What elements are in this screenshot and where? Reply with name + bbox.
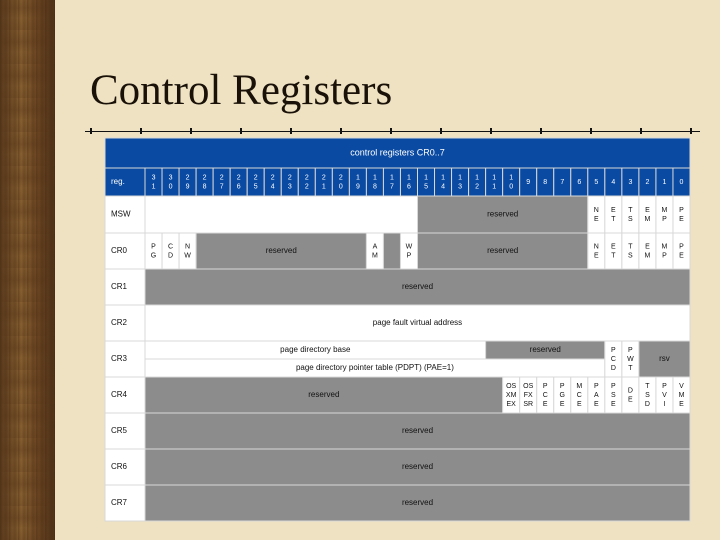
cr4-flag-cell-label: C xyxy=(576,391,582,399)
register-name-label: CR5 xyxy=(111,426,128,436)
cr0-flag-cell xyxy=(588,233,605,269)
cr4-flag-cell-label: E xyxy=(559,400,565,408)
cr4-flag-cell-label: A xyxy=(593,391,599,399)
bit-number-label: 1 xyxy=(475,174,480,182)
cr3-pcd-label: D xyxy=(610,364,616,372)
register-name-label: CR6 xyxy=(111,462,128,472)
cr0-flag-cell xyxy=(605,233,622,269)
bit-number-cell xyxy=(435,168,452,196)
msw-flag-cell xyxy=(622,196,639,233)
bit-number-label: 2 xyxy=(236,174,241,182)
cr4-flag-cell-label: P xyxy=(611,382,616,390)
bit-number-label: 1 xyxy=(407,174,411,182)
bit-number-label: 1 xyxy=(492,183,497,191)
msw-flag-cell-label: E xyxy=(645,206,650,214)
cr3-rsv-label: rsv xyxy=(659,354,670,364)
bit-number-label: 8 xyxy=(543,178,548,186)
cr0-flag-cell-label: C xyxy=(168,243,174,251)
msw-flag-cell-label: P xyxy=(662,215,667,223)
bit-number-label: 2 xyxy=(645,178,650,186)
cr4-flag-cell-label: M xyxy=(678,391,685,399)
bit-number-cell xyxy=(264,168,281,196)
msw-flag-cell-label: M xyxy=(661,206,668,214)
cr1-reserved-label: reserved xyxy=(401,282,434,292)
bit-number-label: 2 xyxy=(321,174,326,182)
register-name-label: CR0 xyxy=(111,246,128,256)
bit-number-label: 0 xyxy=(338,183,343,191)
bit-number-label: 3 xyxy=(168,174,173,182)
cr0-flag-cell-label: T xyxy=(628,243,633,251)
cr0-flag-cell-label: N xyxy=(593,243,599,251)
msw-flag-cell-label: E xyxy=(611,206,616,214)
bit-number-cell xyxy=(213,168,230,196)
cr4-flag-cell-label: OS xyxy=(523,382,534,390)
bit-number-label: 6 xyxy=(577,178,582,186)
bit-number-cell xyxy=(332,168,349,196)
cr0-flag-label: P xyxy=(406,252,412,260)
bit-number-label: 2 xyxy=(287,174,292,182)
cr0-flag-label: A xyxy=(372,243,378,251)
bit-number-cell xyxy=(179,168,196,196)
bit-number-cell xyxy=(418,168,435,196)
cr0-flag-cell xyxy=(656,233,673,269)
bit-number-cell xyxy=(162,168,179,196)
bit-number-label: 2 xyxy=(270,174,275,182)
msw-reserved-label: reserved xyxy=(487,209,519,219)
msw-flag-cell xyxy=(639,196,656,233)
msw-flag-cell-label: M xyxy=(644,215,651,223)
bit-number-cell xyxy=(196,168,213,196)
cr4-flag-cell-label: T xyxy=(645,382,650,390)
cr0-flag-cell xyxy=(162,233,179,269)
cr0-flag-cell xyxy=(145,233,162,269)
bit-number-label: 1 xyxy=(390,174,394,182)
msw-flag-cell-label: T xyxy=(628,206,633,214)
register-name-label: MSW xyxy=(111,209,131,219)
cr4-flag-cell-label: C xyxy=(542,391,548,399)
cr3-pwt-label: W xyxy=(627,355,634,363)
bit-number-label: 8 xyxy=(372,183,377,191)
cr2-page-fault-address-label: page fault virtual address xyxy=(372,318,463,328)
cr0-flag-label: W xyxy=(405,243,413,251)
bit-number-cell xyxy=(400,168,417,196)
cr3-pwt-label: P xyxy=(628,346,633,354)
cr7-reserved-label: reserved xyxy=(401,498,434,508)
cr4-flag-cell-label: E xyxy=(542,400,548,408)
cr4-flag-cell-label: V xyxy=(662,391,667,399)
cr4-flag-cell-label: I xyxy=(663,400,666,408)
cr0-flag-cell-label: G xyxy=(150,252,157,260)
slide-title: Control Registers xyxy=(90,67,393,114)
cr0-flag-cell-label: E xyxy=(679,252,684,260)
cr0-reserved-high-label: reserved xyxy=(265,246,297,256)
bit-number-label: 7 xyxy=(390,183,394,191)
bit-number-label: 2 xyxy=(219,174,224,182)
cr3-reserved-label: reserved xyxy=(529,345,561,355)
bit-number-cell xyxy=(230,168,247,196)
cr3-pdpt-label: page directory pointer table (PDPT) (PAE=1) xyxy=(295,363,454,373)
cr0-flag-cell xyxy=(366,233,383,269)
bit-number-label: 9 xyxy=(185,183,190,191)
bit-number-label: 7 xyxy=(219,183,224,191)
bit-number-label: 5 xyxy=(253,183,258,191)
cr0-flag-cell-label: P xyxy=(151,243,156,251)
cr4-flag-cell-label: S xyxy=(611,391,616,399)
register-name-label: CR3 xyxy=(111,354,128,364)
bit-number-label: 9 xyxy=(355,183,360,191)
reg-header-label: reg. xyxy=(111,177,125,187)
cr4-flag-cell-label: SR xyxy=(523,400,534,408)
cr4-flag-cell-label: EX xyxy=(506,400,516,408)
bit-number-label: 3 xyxy=(151,174,156,182)
cr0-flag-cell xyxy=(400,233,417,269)
cr0-flag-cell-label: W xyxy=(184,252,191,260)
cr4-flag-cell-label: XM xyxy=(505,391,517,399)
msw-flag-cell-label: E xyxy=(593,215,599,223)
cr4-flag-cell-label: M xyxy=(576,382,583,390)
bit-number-cell xyxy=(503,168,520,196)
cr4-flag-cell-label: FX xyxy=(523,391,533,399)
bit-number-label: 4 xyxy=(270,183,275,191)
msw-flag-cell-label: T xyxy=(611,215,616,223)
bit-number-cell xyxy=(366,168,383,196)
bit-number-label: 3 xyxy=(458,183,463,191)
cr4-flag-cell xyxy=(622,377,639,413)
bit-number-cell xyxy=(469,168,486,196)
cr3-pcd-label: P xyxy=(611,346,616,354)
cr3-pwt-label: T xyxy=(628,364,633,372)
bit-number-label: 0 xyxy=(679,178,684,186)
bit-number-cell xyxy=(145,168,162,196)
msw-flag-cell-label: P xyxy=(679,206,684,214)
bit-number-cell xyxy=(298,168,315,196)
cr0-flag-cell-label: P xyxy=(662,252,667,260)
bit-number-label: 2 xyxy=(338,174,343,182)
bit-number-label: 1 xyxy=(458,174,463,182)
cr4-flag-cell-label: E xyxy=(576,400,582,408)
register-name-label: CR4 xyxy=(111,390,128,400)
cr0-flag-cell-label: N xyxy=(185,243,191,251)
cr4-flag-cell-label: D xyxy=(644,400,650,408)
msw-flag-cell xyxy=(605,196,622,233)
msw-flag-cell-label: N xyxy=(593,206,599,214)
cr4-flag-cell-label: S xyxy=(645,391,650,399)
cr4-reserved-label: reserved xyxy=(308,390,340,400)
cr0-flag-cell-label: P xyxy=(679,243,684,251)
cr4-flag-cell-label: E xyxy=(611,400,616,408)
bit-number-label: 3 xyxy=(287,183,292,191)
cr0-flag-cell xyxy=(622,233,639,269)
bit-number-label: 0 xyxy=(168,183,173,191)
bit-number-label: 8 xyxy=(202,183,207,191)
cr0-flag-cell xyxy=(639,233,656,269)
table-header-text: control registers CR0..7 xyxy=(350,147,445,158)
cr4-flag-cell-label: G xyxy=(559,391,565,399)
bit-number-cell xyxy=(315,168,332,196)
cr0-flag-cell-label: D xyxy=(168,252,174,260)
bit-number-label: 6 xyxy=(407,183,411,191)
cr3-pcd-label: C xyxy=(610,355,616,363)
bit-number-label: 4 xyxy=(441,183,445,191)
bit-number-label: 1 xyxy=(372,174,377,182)
bit-number-label: 1 xyxy=(355,174,360,182)
bit-number-label: 2 xyxy=(475,183,480,191)
cr0-flag-cell-label: M xyxy=(644,252,651,260)
register-name-label: CR2 xyxy=(111,318,128,328)
msw-unused xyxy=(145,196,418,233)
cr0-flag-cell-label: E xyxy=(611,243,616,251)
bit-number-label: 5 xyxy=(424,183,428,191)
register-name-label: CR7 xyxy=(111,498,128,508)
bit-number-label: 7 xyxy=(560,178,565,186)
bit-number-label: 5 xyxy=(594,178,599,186)
register-name-label: CR1 xyxy=(111,282,128,292)
msw-flag-cell xyxy=(656,196,673,233)
bit-number-label: 1 xyxy=(321,183,326,191)
cr4-flag-cell-label: P xyxy=(593,382,599,390)
cr0-flag-label: M xyxy=(372,252,378,260)
bit-number-cell xyxy=(383,168,400,196)
bit-number-cell xyxy=(247,168,264,196)
bit-number-label: 1 xyxy=(441,174,445,182)
msw-flag-cell xyxy=(673,196,690,233)
bit-number-label: 2 xyxy=(304,183,309,191)
bit-number-label: 1 xyxy=(509,174,514,182)
bit-number-label: 6 xyxy=(236,183,241,191)
cr5-reserved-label: reserved xyxy=(401,426,434,436)
bit-number-cell xyxy=(281,168,298,196)
cr4-flag-cell-label: E xyxy=(628,396,633,404)
bit-number-label: 1 xyxy=(662,178,667,186)
bit-number-label: 2 xyxy=(185,174,190,182)
bit-number-label: 2 xyxy=(253,174,258,182)
cr4-flag-cell-label: OS xyxy=(506,382,517,390)
msw-flag-cell xyxy=(588,196,605,233)
cr0-flag-cell-label: S xyxy=(628,252,633,260)
cr0-reserved-low-label: reserved xyxy=(487,246,519,256)
cr0-flag-cell xyxy=(179,233,196,269)
bit-number-cell xyxy=(486,168,503,196)
cr4-flag-cell-label: V xyxy=(679,382,684,390)
cr4-flag-cell-label: P xyxy=(662,382,667,390)
cr4-flag-cell-label: E xyxy=(593,400,599,408)
bit-number-label: 1 xyxy=(492,174,497,182)
cr0-flag-cell-label: M xyxy=(661,243,668,251)
bit-number-label: 2 xyxy=(202,174,207,182)
bit-number-label: 4 xyxy=(611,178,616,186)
cr0-flag-cell-label: E xyxy=(593,252,599,260)
msw-flag-cell-label: E xyxy=(679,215,684,223)
bit-number-label: 1 xyxy=(424,174,428,182)
cr0-flag-cell-label: E xyxy=(645,243,650,251)
bit-number-label: 1 xyxy=(151,183,156,191)
bit-number-label: 0 xyxy=(509,183,514,191)
cr6-reserved-label: reserved xyxy=(401,462,434,472)
bit-number-label: 2 xyxy=(304,174,309,182)
cr3-page-directory-base-label: page directory base xyxy=(280,345,351,355)
cr0-reserved-bit xyxy=(383,233,400,269)
cr4-flag-cell-label: P xyxy=(559,382,565,390)
bit-number-label: 3 xyxy=(628,178,633,186)
bit-number-cell xyxy=(349,168,366,196)
cr4-flag-cell-label: P xyxy=(542,382,548,390)
bit-number-cell xyxy=(452,168,469,196)
bit-number-label: 9 xyxy=(526,178,531,186)
cr4-flag-cell-label: D xyxy=(627,387,633,395)
cr0-flag-cell-label: T xyxy=(611,252,616,260)
cr0-flag-cell xyxy=(673,233,690,269)
msw-flag-cell-label: S xyxy=(628,215,633,223)
cr4-flag-cell-label: E xyxy=(679,400,684,408)
